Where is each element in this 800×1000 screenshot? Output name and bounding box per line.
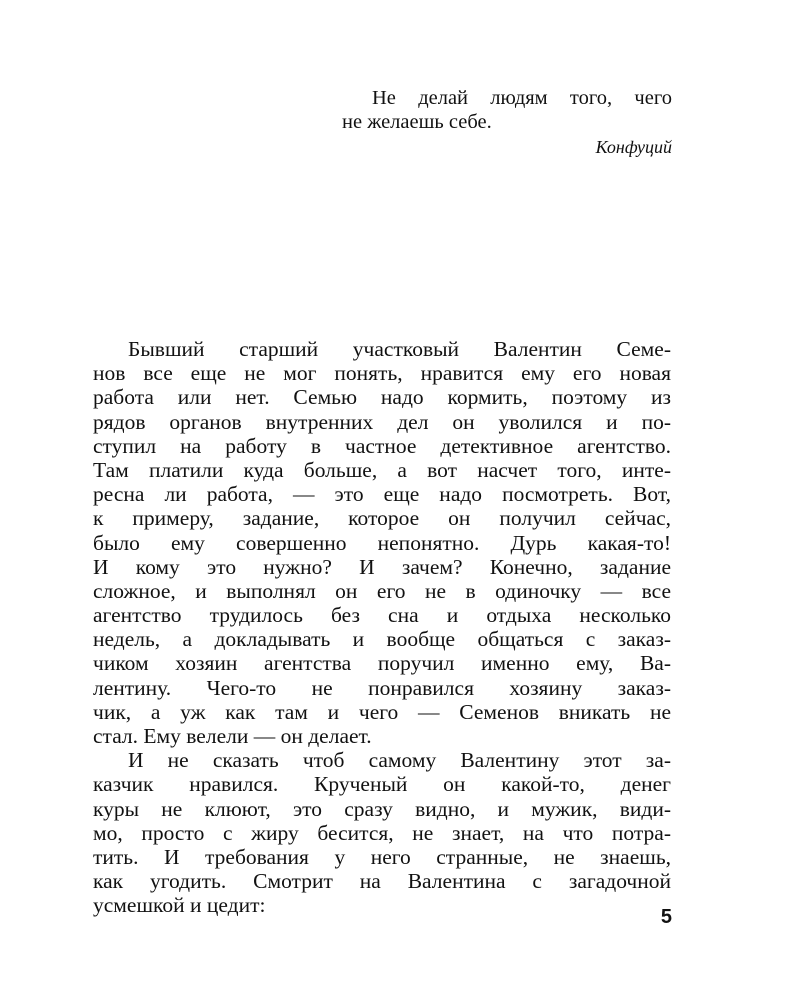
text-line: сложное, и выполнял он его не в одиночку — все <box>93 578 671 603</box>
text-line: агентство трудилось без сна и отдыха несколько <box>93 603 671 628</box>
text-line: ступил на работу в частное детективное агентство. <box>93 433 671 458</box>
epigraph-line: не желаешь себе. <box>342 111 492 133</box>
text-line: казчик нравился. Крученый он какой-то, денег <box>93 772 671 797</box>
text-line: мо, просто с жиру бесится, не знает, на что потра- <box>93 820 671 845</box>
text-line: лентину. Чего-то не понравился хозяину заказ- <box>93 675 671 700</box>
text-line: нов все еще не мог понять, нравится ему его новая <box>93 361 671 386</box>
text-line: И не сказать чтоб самому Валентину этот за- <box>128 748 671 773</box>
body-text <box>93 337 671 918</box>
epigraph-line: Не делай людям того, чего <box>372 87 672 109</box>
text-line: было ему совершенно непонятно. Дурь какая-то! <box>93 530 671 555</box>
epigraph-author: Конфуций <box>595 137 672 157</box>
text-line: ресна ли работа, — это еще надо посмотреть. Вот, <box>93 482 671 507</box>
text-line: куры не клюют, это сразу видно, и мужик, види- <box>93 796 671 821</box>
text-line: работа или нет. Семью надо кормить, поэтому из <box>93 385 671 410</box>
text-line: чиком хозяин агентства поручил именно ему, Ва- <box>93 651 671 676</box>
text-line: тить. И требования у него странные, не знаешь, <box>93 844 671 869</box>
text-line: Бывший старший участковый Валентин Семе- <box>128 337 671 361</box>
epigraph <box>342 86 672 158</box>
text-line: чик, а уж как там и чего — Семенов вникать не <box>93 699 671 724</box>
text-line: к примеру, задание, которое он получил сейчас, <box>93 506 671 531</box>
text-line: стал. Ему велели — он делает. <box>93 724 372 748</box>
text-line: рядов органов внутренних дел он уволился и по- <box>93 409 671 434</box>
text-line: Там платили куда больше, а вот насчет того, инте- <box>93 457 671 482</box>
text-line: как угодить. Смотрит на Валентина с загадочной <box>93 869 671 894</box>
page-number: 5 <box>660 906 672 928</box>
text-line: И кому это нужно? И зачем? Конечно, задание <box>93 554 671 579</box>
text-line: усмешкой и цедит: <box>93 893 266 918</box>
text-line: недель, а докладывать и вообще общаться с заказ- <box>93 627 671 652</box>
